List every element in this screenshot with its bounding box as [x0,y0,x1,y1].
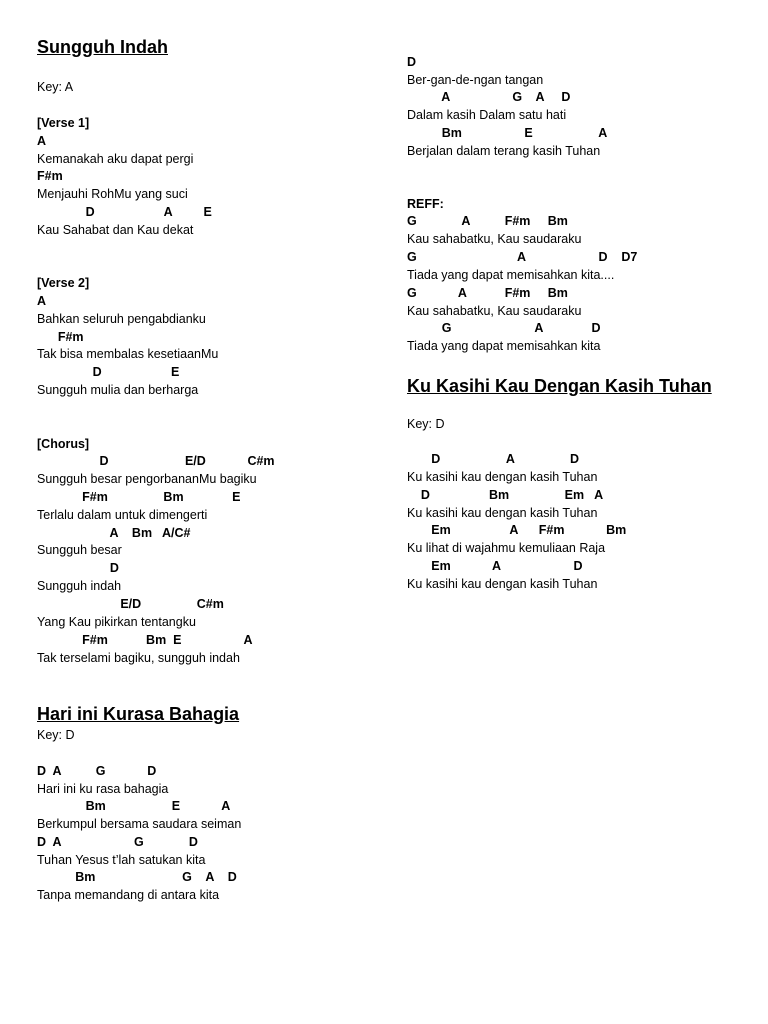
lyric-line: Terlalu dalam untuk dimengerti [37,508,208,522]
song-title-hari-ini: Hari ini Kurasa Bahagia [37,704,240,724]
song-key: Key: D [37,728,75,742]
lyric-line: Sungguh mulia dan berharga [37,383,199,397]
chord-line: F#m Bm E [37,490,241,504]
chord-line: A Bm A/C# [37,526,191,540]
lyric-line: Kemanakah aku dapat pergi [37,152,194,166]
chord-line: D A G D [37,764,157,778]
chord-line: G A F#m Bm [407,214,568,228]
lyric-line: Berkumpul bersama saudara seiman [37,817,242,831]
lyric-line: Tiada yang dapat memisahkan kita [407,339,601,353]
chord-line: Bm E A [37,799,231,813]
chord-line: A G A D [407,90,571,104]
lyric-line: Tanpa memandang di antara kita [37,888,220,902]
lyric-line: Hari ini ku rasa bahagia [37,782,169,796]
lyric-line: Kau Sahabat dan Kau dekat [37,223,194,237]
chord-line: Em A F#m Bm [407,523,627,537]
lyric-line: Ber-gan-de-ngan tangan [407,73,544,87]
song-key: Key: A [37,80,74,94]
chord-line: A [37,294,47,308]
lyric-line: Kau sahabatku, Kau saudaraku [407,304,582,318]
section-label: [Chorus] [37,437,90,451]
chord-line: F#m Bm E A [37,633,253,647]
chord-line: E/D C#m [37,597,224,611]
lyric-line: Berjalan dalam terang kasih Tuhan [407,144,601,158]
song-title-sungguh-indah: Sungguh Indah [37,37,168,57]
chord-line: D [407,55,417,69]
chord-line: G A F#m Bm [407,286,568,300]
lyric-line: Ku lihat di wajahmu kemuliaan Raja [407,541,606,555]
chord-line: D A D [407,452,580,466]
section-label: [Verse 1] [37,116,90,130]
chord-line: F#m [37,169,63,183]
lyric-line: Sungguh indah [37,579,122,593]
section-label: REFF: [407,197,444,211]
chord-line: D A E [37,205,212,219]
lyric-line: Ku kasihi kau dengan kasih Tuhan [407,506,598,520]
lyric-line: Bahkan seluruh pengabdianku [37,312,206,326]
chord-line: D E/D C#m [37,454,275,468]
chord-line: A [37,134,47,148]
lyric-line: Tak terselami bagiku, sungguh indah [37,651,240,665]
lyric-line: Menjauhi RohMu yang suci [37,187,188,201]
lyric-line: Ku kasihi kau dengan kasih Tuhan [407,470,598,484]
lyric-line: Sungguh besar [37,543,122,557]
lyric-line: Tuhan Yesus t’lah satukan kita [37,853,206,867]
chord-line: Bm E A [407,126,608,140]
chord-line: G A D [407,321,601,335]
song-key: Key: D [407,417,445,431]
lyric-line: Ku kasihi kau dengan kasih Tuhan [407,577,598,591]
lyric-line: Tak bisa membalas kesetiaanMu [37,347,219,361]
lyric-line: Sungguh besar pengorbananMu bagiku [37,472,257,486]
lyric-line: Kau sahabatku, Kau saudaraku [407,232,582,246]
chord-line: G A D D7 [407,250,638,264]
lyric-line: Tiada yang dapat memisahkan kita.... [407,268,615,282]
chord-line: F#m [37,330,84,344]
song-title-ku-kasihi: Ku Kasihi Kau Dengan Kasih Tuhan [407,376,712,396]
chord-line: D [37,561,119,575]
chord-line: D A G D [37,835,198,849]
chord-line: D E [37,365,180,379]
chord-line: Em A D [407,559,583,573]
chord-line: D Bm Em A [407,488,604,502]
chord-line: Bm G A D [37,870,237,884]
lyric-line: Dalam kasih Dalam satu hati [407,108,567,122]
section-label: [Verse 2] [37,276,90,290]
lyric-line: Yang Kau pikirkan tentangku [37,615,196,629]
